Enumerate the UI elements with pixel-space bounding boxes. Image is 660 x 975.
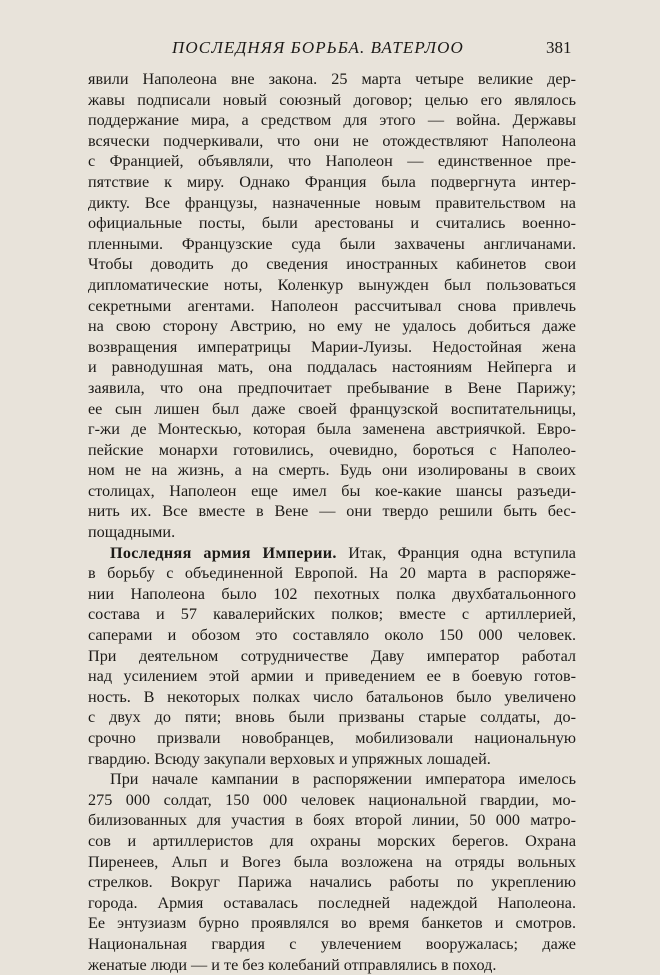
paragraph-2 xyxy=(88,543,576,770)
text-line: Чтобы доводить до сведения иностранных кабинетов свои xyxy=(88,255,576,274)
text-line: секретными агентами. Наполеон рассчитывал снова привлечь xyxy=(88,296,576,315)
text-line: ее сын лишен был даже своей французской воспитательницы, xyxy=(88,399,576,418)
text-line: явили Наполеона вне закона. 25 марта четыре великие дер- xyxy=(88,70,576,88)
text-line: нии Наполеона было 102 пехотных полка двухбатальонного xyxy=(88,584,576,603)
page-number: 381 xyxy=(546,38,572,57)
text-line: 275 000 солдат, 150 000 человек национальной гвардии, мо- xyxy=(88,790,576,809)
text-line: При начале кампании в распоряжении императора имелось xyxy=(110,770,576,789)
text-line: с Францией, объявляли, что Наполеон — единственное пре- xyxy=(88,152,576,171)
text-line: ность. В некоторых полках число батальонов было увеличено xyxy=(88,687,576,706)
text-line: в борьбу с объединенной Европой. На 20 марта в распоряже- xyxy=(88,564,576,583)
text-line: жавы подписали новый союзный договор; целью его являлось xyxy=(88,90,576,109)
text-line: Пиренеев, Альп и Вогез была возложена на отряды вольных xyxy=(88,852,576,871)
text-line: дикту. Все французы, назначенные новым правительством на xyxy=(88,193,576,212)
text-line: над усилением этой армии и приведением ее в боевую готов- xyxy=(88,667,576,686)
heading-line xyxy=(88,543,576,564)
paragraph-3 xyxy=(88,769,576,975)
page-header xyxy=(0,38,660,62)
text-line: женатые люди — и те без колебаний отправлялись в поход. xyxy=(88,955,497,974)
text-line: Ее энтузиазм бурно проявлялся во время банкетов и смотров. xyxy=(88,914,576,933)
text-line: срочно призвали новобранцев, мобилизовали национальную xyxy=(88,729,576,747)
text-line: на свою сторону Австрию, но ему не удалось добиться даже xyxy=(88,317,576,336)
text-line: гвардию. Всюду закупали верховых и упряжных лошадей. xyxy=(88,749,491,768)
text-line: пленными. Французские суда были захвачены англичанами. xyxy=(88,234,576,253)
text-line: нить их. Все вместе в Вене — они твердо решили быть бес- xyxy=(88,502,576,521)
text-line: заявила, что она предпочитает пребывание в Вене Парижу; xyxy=(88,378,576,397)
text-line: поддержание мира, а средством для этого — война. Державы xyxy=(88,111,576,130)
text-line: дипломатические ноты, Коленкур вынужден был пользоваться xyxy=(88,275,576,294)
running-title: ПОСЛЕДНЯЯ БОРЬБА. ВАТЕРЛОО xyxy=(172,38,464,57)
text-line: г-жи де Монтескью, которая была заменена австриячкой. Евро- xyxy=(88,420,576,439)
paragraph-1 xyxy=(88,69,576,543)
heading-line-rest: Итак, Франция одна вступила xyxy=(336,543,576,562)
text-line: и равнодушная мать, она поддалась настояниям Нейперга и xyxy=(88,358,576,377)
text-line: Национальная гвардия с увлечением вооружалась; даже xyxy=(88,934,576,953)
text-line: При деятельном сотрудничестве Даву император работал xyxy=(88,646,576,665)
text-line: саперами и обозом это составляло около 150 000 человек. xyxy=(88,626,576,645)
section-heading: Последняя армия Империи. xyxy=(110,543,337,562)
text-line: города. Армия оставалась последней надеждой Наполеона. xyxy=(88,893,576,912)
text-line: состава и 57 кавалерийских полков; вместе с артиллерией, xyxy=(88,605,576,624)
text-line: всячески подчеркивали, что они не отождествляют Наполеона xyxy=(88,131,576,150)
text-line: билизованных для участия в боях второй линии, 50 000 матро- xyxy=(88,811,576,830)
text-line: пейские монархи готовились, очевидно, бороться с Наполео- xyxy=(88,440,576,459)
text-line: с двух до пяти; вновь были призваны старые солдаты, до- xyxy=(88,708,576,727)
text-line: стрелков. Вокруг Парижа начались работы по укреплению xyxy=(88,873,576,892)
text-line: столицах, Наполеон еще имел бы кое-какие шансы разъеди- xyxy=(88,481,576,500)
body-text xyxy=(88,69,576,975)
text-line: пятствие к миру. Однако Франция была подвергнута интер- xyxy=(88,172,576,191)
text-line: возвращения императрицы Марии-Луизы. Недостойная жена xyxy=(88,337,576,356)
text-line: ном не на жизнь, а на смерть. Будь они изолированы в своих xyxy=(88,461,576,480)
text-line: сов и артиллеристов для охраны морских берегов. Охрана xyxy=(88,831,576,850)
text-line: пощадными. xyxy=(88,523,176,542)
text-line: официальные посты, были арестованы и считались военно- xyxy=(88,214,576,233)
